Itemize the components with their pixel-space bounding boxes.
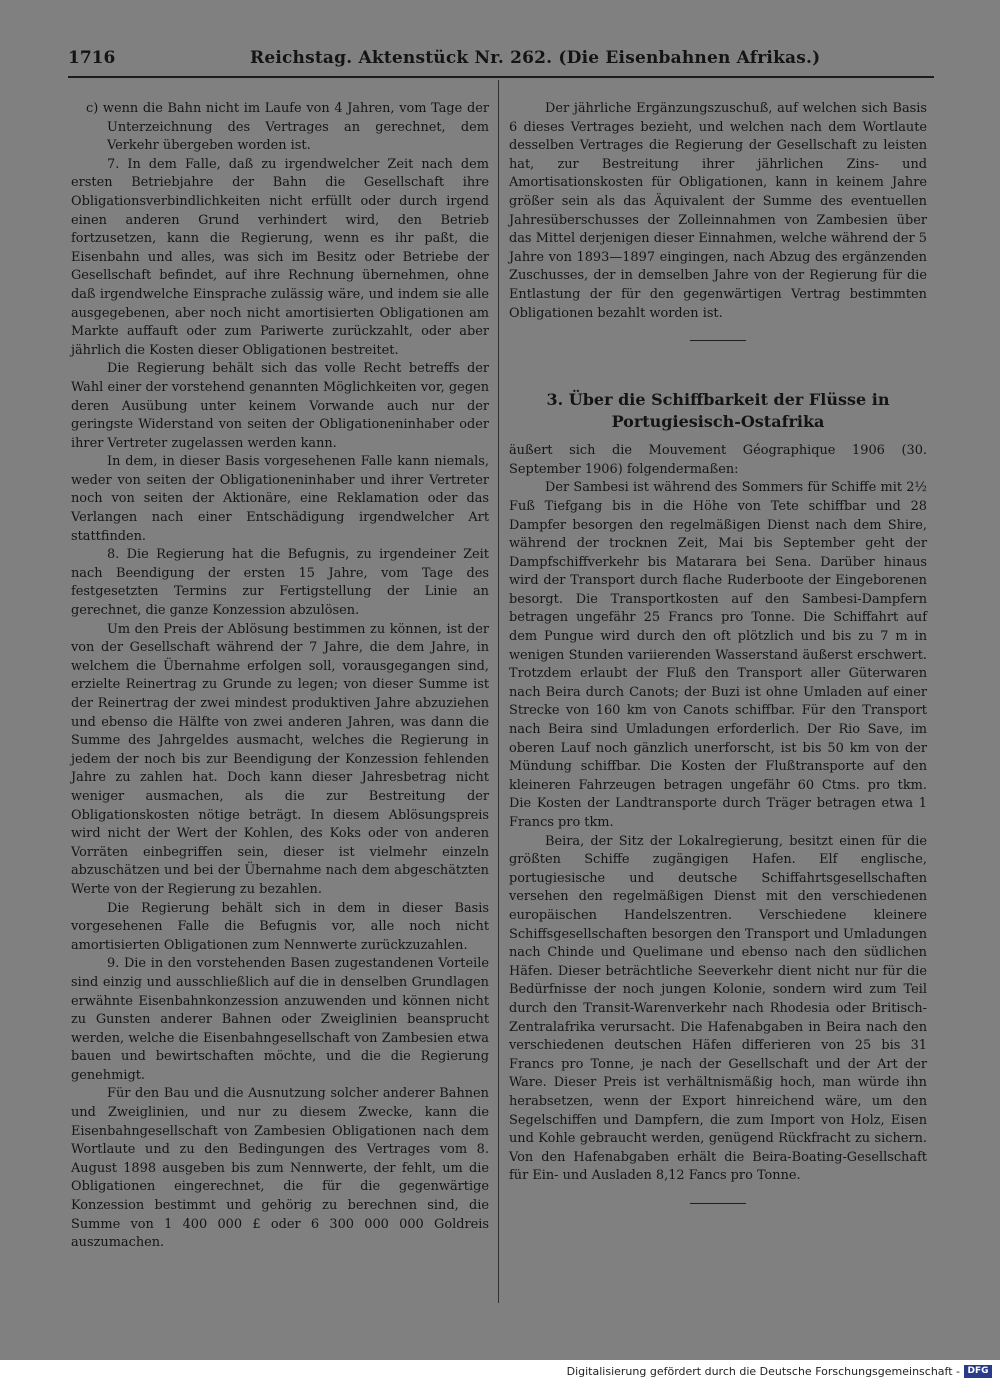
section-separator (690, 340, 746, 341)
paragraph: c) wenn die Bahn nicht im Laufe von 4 Jahren, vom Tage der Unterzeichnung des Vertrages an gerechnet, dem Verkehr übergeben worden ist. (86, 101, 489, 154)
dfg-logo: DFG (964, 1365, 992, 1378)
paragraph: Die Regierung behält sich in dem in dieser Basis vorgesehenen Falle die Befugnis vor, alle noch nicht amortisierten Obligationen zum Nennwerte zurückzuzahlen. (71, 900, 489, 953)
right-column (509, 100, 927, 1204)
paragraph: Die Regierung behält sich das volle Recht betreffs der Wahl einer der vorstehend genannten Möglichkeiten vor, gegen deren Ausübung unter keinem Vorwande auch nur der geringste Widerstand von seiten der Obligationeninhaber oder ihrer Vertreter zugelassen werden kann. (71, 361, 489, 451)
paragraph: 7. In dem Falle, daß zu irgendwelcher Zeit nach dem ersten Betriebjahre der Bahn die Gesellschaft ihre Obligationsverbindlichkeiten nicht erfüllt oder durch irgend einen anderen Grund verhindert wird, den Betrieb fortzusetzen, kann die Regierung, wenn es ihr paßt, die Eisenbahn und alles, was sich im Besitz oder Betriebe der Gesellschaft befindet, auf ihre Rechnung übernehmen, ohne daß irgendwelche Einsprache zulässig wäre, und indem sie alle ausgegebenen, aber noch nicht amortisierten Obligationen am Markte auffauft oder zum Pariwerte zurückzahlt, oder aber jährlich die Kosten dieser Obligationen bestreitet. (71, 156, 489, 358)
paragraph: Beira, der Sitz der Lokalregierung, besitzt einen für die größten Schiffe zugängigen Hafen. Elf englische, portugiesische und deutsche Schiffahrtsgesellschaften versehen den regelmäßigen Dienst mit den verschiedenen europäischen Handelszentren. Verschiedene kleinere Schiffsgesellschaften besorgen den Transport und Umladungen nach Chinde und Quelimane und ebenso nach den südlichen Häfen. Dieser beträchtliche Seeverkehr dient nicht nur für die Bedürfnisse der noch jungen Kolonie, sondern wird zum Teil durch den Transit-Warenverkehr nach Rhodesia oder Britisch-Zentralafrika verursacht. Die Hafenabgaben in Beira nach den verschiedenen deutschen Häfen differieren von 25 bis 31 Francs pro Tonne, je nach der Gesellschaft und der Art der Ware. Dieser Preis ist verhältnismäßig hoch, man würde ihn herabsetzen, wenn der Export hinreichend wäre, um den Segelschiffen und Dampfern, die zum Import von Holz, Eisen und Kohle gebraucht werden, genügend Rückfracht zu sichern. Von den Hafenabgaben erhält die Beira-Boating-Gesellschaft für Ein- und Ausladen 8,12 Fancs pro Tonne. (509, 833, 927, 1184)
page-header (68, 48, 934, 72)
paragraph: Um den Preis der Ablösung bestimmen zu können, ist der von der Gesellschaft während der 7 Jahre, die dem Jahre, in welchem die Übernahme erfolgen soll, vorausgegangen sind, erzielte Reinertrag zu Grunde zu legen; von dieser Summe ist der Reinertrag der zwei mindest produktiven Jahre abzuziehen und ebenso die Hälfte von zwei anderen Jahren, was dann die Summe des Jahrgeldes ausmacht, welches die Regierung in jedem der noch bis zur Beendigung der Konzession fehlenden Jahre zu zahlen hat. Doch kann dieser Jahresbetrag nicht weniger ausmachen, als die zur Bestreitung der Obligationskosten nötige beträgt. In diesem Ablösungspreis wird nicht der Wert der Kohlen, des Koks oder von anderen Vorräten einbegriffen sein, dieser ist vielmehr einzeln abzuschätzen und bei der Übernahme nach dem abgeschätzten Werte von der Regierung zu bezahlen. (71, 621, 489, 897)
digitization-footer (0, 1360, 1000, 1383)
paragraph: Für den Bau und die Ausnutzung solcher anderer Bahnen und Zweiglinien, und nur zu diesem Zwecke, kann die Eisenbahngesellschaft von Zambesien Obligationen nach dem Wortlaute und zu den Bedingungen des Vertrages vom 8. August 1898 ausgeben bis zum Nennwerte, der fehlt, um die Obligationen eingerechnet, die für die gegenwärtige Konzession bestimmt und gehörig zu berechnen sind, die Summe von 1 400 000 £ oder 6 300 000 000 Goldreis auszumachen. (71, 1086, 489, 1251)
column-divider (498, 80, 499, 1303)
paragraph: 8. Die Regierung hat die Befugnis, zu irgendeiner Zeit nach Beendigung der ersten 15 Jahre, vom Tage des festgesetzten Termins zur Fertigstellung der Linie an gerechnet, die ganze Konzession abzulösen. (71, 547, 489, 619)
header-rule (68, 76, 934, 78)
paragraph: Der jährliche Ergänzungszuschuß, auf welchen sich Basis 6 dieses Vertrages bezieht, und welchen nach dem Wortlaute desselben Vertrages die Regierung der Gesellschaft zu leisten hat, zur Bestreitung ihrer jährlichen Zins- und Amortisationskosten für Obligationen, kann in keinem Jahre größer sein als das Äquivalent der Summe des eventuellen Jahresüberschusses der Zolleinnahmen von Zambesien über das Mittel derjenigen dieser Einnahmen, welche während der 5 Jahre von 1893—1897 eingingen, nach Abzug des ergänzenden Zuschusses, der in demselben Jahre von der Regierung für die Entlastung der für den gegenwärtigen Vertrag bestimmten Obligationen bezahlt worden ist. (509, 101, 927, 321)
paragraph: äußert sich die Mouvement Géographique 1906 (30. September 1906) folgendermaßen: (509, 443, 927, 477)
section-heading: 3. Über die Schiffbarkeit der Flüsse in Portugiesisch-Ostafrika (546, 390, 890, 432)
page-number: 1716 (68, 48, 116, 68)
left-column (71, 100, 489, 1253)
footer-credit: Digitalisierung gefördert durch die Deutsche Forschungsgemeinschaft - (566, 1365, 960, 1378)
end-separator (690, 1203, 746, 1204)
paragraph: In dem, in dieser Basis vorgesehenen Falle kann niemals, weder von seiten der Obligationeninhaber und ihrer Vertreter noch von seiten der Aktionäre, eine Reklamation oder das Verlangen nach einer Entschädigung irgendwelcher Art stattfinden. (71, 454, 489, 544)
paragraph: Der Sambesi ist während des Sommers für Schiffe mit 2½ Fuß Tiefgang bis in die Höhe von Tete schiffbar und 28 Dampfer besorgen den regelmäßigen Dienst nach dem Shire, während der trocknen Zeit, Mai bis September geht der Dampfschiffverkehr bis Matarara bei Sena. Darüber hinaus wird der Transport durch flache Ruderboote der Eingeborenen besorgt. Die Transportkosten auf den Sambesi-Dampfern betragen ungefähr 25 Francs pro Tonne. Die Schiffahrt auf dem Pungue wird durch den oft plötzlich und bis zu 7 m in wenigen Stunden variierenden Wasserstand äußerst erschwert. Trotzdem erlaubt der Fluß den Transport aller Güterwaren nach Beira durch Canots; der Buzi ist ohne Umladen auf einer Strecke von 160 km von Canots schiffbar. Für den Transport nach Beira sind Umladungen erforderlich. Der Rio Save, im oberen Lauf noch gänzlich unerforscht, ist bis 50 km von der Mündung schiffbar. Die Kosten der Flußtransporte auf den kleineren Fahrzeugen betragen ungefähr 60 Ctms. pro tkm. Die Kosten der Landtransporte durch Träger betragen etwa 1 Francs pro tkm. (509, 480, 927, 830)
running-title: Reichstag. Aktenstück Nr. 262. (Die Eisenbahnen Afrikas.) (250, 48, 821, 68)
paragraph: 9. Die in den vorstehenden Basen zugestandenen Vorteile sind einzig und ausschließlich auf die in denselben Grundlagen erwähnte Eisenbahnkonzession anzuwenden und können nicht zu Gunsten anderer Bahnen oder Zweiglinien beansprucht werden, welche die Eisenbahngesellschaft von Zambesien etwa bauen und bewirtschaften möchte, und die die Regierung genehmigt. (71, 956, 489, 1083)
